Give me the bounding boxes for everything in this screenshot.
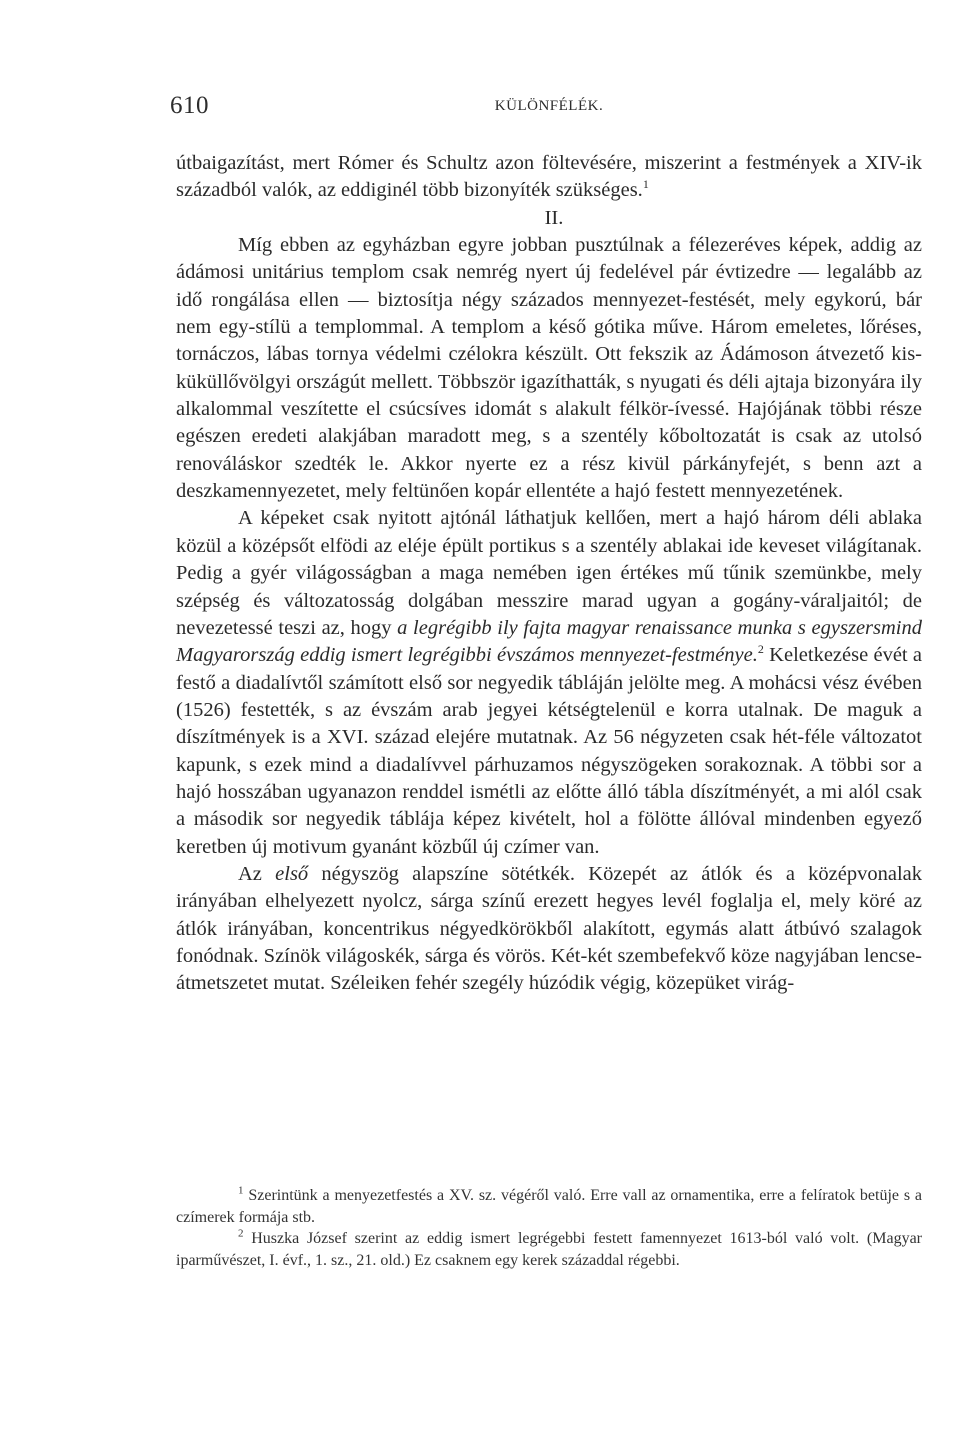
page-number: 610 (170, 92, 209, 119)
paragraph-4-text-a: Az (238, 862, 276, 885)
footnote-2 (176, 1228, 922, 1271)
footnote-2-mark: 2 (238, 1227, 244, 1240)
footnote-2-text: Huszka József szerint az eddig ismert legrégebbi festett famennyezet 1613-ból való volt. (Magyar iparművészet, I. évf., 1. sz., 21. old.) Ez csaknem egy kerek századdal régebbi. (176, 1230, 923, 1269)
paragraph-2: Míg ebben az egyházban egyre jobban pusztúlnak a félezeréves képek, addig az ádámosi unitárius templom csak nemrég nyert új fedelével pár évtizedre — legalább az idő rongálása ellen — biztosítja négy százados mennyezet-festését, mely egykorú, bár nem egy-stílü a templommal. A templom a késő gótika műve. Három emeletes, lőréses, tornáczos, lábas tornya védelmi czélokra készült. Ott fekszik az Ádámoson átvezető kis-küküllővölgyi országút mellett. Többször igazíthatták, s nyugati és déli ajtaja bizonyára ily alkalommal veszítette el csúcsíves idomát s alakult félkör-ívessé. Hajójának többi része egészen eredeti alakjában maradott meg, s a szentély kőboltozatát is csak az utolsó renováláskor szedték le. Akkor nyerte ez a rész kivül párkányfejét, s benn azt a deszkamennyezetet, mely feltünően kopár ellentéte a hajó festett mennyezetének. (176, 234, 922, 503)
footnote-ref-2: 2 (757, 642, 764, 657)
footnote-1 (176, 1185, 922, 1228)
section-heading: II. (544, 206, 564, 229)
paragraph-4-emphasis: első (275, 862, 309, 885)
page-header (170, 92, 928, 124)
paragraph-1 (176, 150, 922, 205)
paragraph-1-text: útbaigazítást, mert Rómer és Schultz azon föltevésére, miszerint a festmények a XIV-ik századból valók, az eddiginél több bizonyíték szükséges. (176, 152, 922, 202)
footnotes (176, 1185, 922, 1271)
paragraph-4-text-b: négyszög alapszíne sötétkék. Közepét az átlók és a középvonalak irányában elhelyezett nyolcz, sárga színű erezett hegyes levél foglalja el, mely köré az átlók irányában, koncentrikus négyedkörökből alakított, egymás alatt átbúvó szalagok fonódnak. Színök világoskék, sárga és vörös. Két-két szembefekvő köze nagyjában lencse-átmetszetet mutat. Széleiken fehér szegély húzódik végig, közepüket virág- (176, 862, 922, 995)
running-head: KÜLÖNFÉLÉK. (494, 98, 604, 114)
paragraph-3 (176, 505, 922, 860)
footnote-ref-1: 1 (642, 177, 649, 192)
paragraph-3-text-a: A képeket csak nyitott ajtónál láthatjuk kellően, mert a hajó három déli ablaka közül a középsőt elfödi az eléje épült portikus s a szentély ablakai ide keveset világítanak. Pedig a gyér világosságban a maga nemében igen értékes mű tűnik szemünkbe, mely szépség és változatosság dolgában messzire marad ugyan a gogány-váraljaitól; de nevezetessé teszi az, hogy (176, 507, 922, 639)
paragraph-3-text-b: Keletkezése évét a festő a diadalívtől számított első sor negyedik tábláján jelölte meg. A mohácsi vész évében (1526) festették, s az évszám arab jegyei kétségtelenül e korra utalnak. De maguk a díszítmények is a XVI. század elejére mutatnak. Az 56 négyzeten csak hét-féle változatot kapunk, s ezek mind a diadalívvel párhuzamos négyszögeken sorakoznak. A többi sor a hajó hosszában ugyanazon renddel ismétli az előtte álló tábla díszítményét, a mi alól csak a második sor negyedik táblája képez kivételt, hol a fölötte állóval mindenben egyező keretben új motivum gyanánt közbűl új czímer van. (176, 644, 922, 858)
footnote-1-mark: 1 (238, 1184, 244, 1197)
paragraph-4 (176, 861, 922, 998)
paragraph-3-emphasis: a legrégibb ily fajta magyar renaissance munka s egyszersmind Magyarország eddig ismert legrégibbi évszámos mennyezet-festménye. (176, 616, 923, 667)
footnote-1-text: Szerintünk a menyezetfestés a XV. sz. végéről való. Erre vall az ornamentika, erre a felíratok betüje s a czímerek formája stb. (176, 1187, 923, 1226)
body-text (176, 150, 922, 998)
